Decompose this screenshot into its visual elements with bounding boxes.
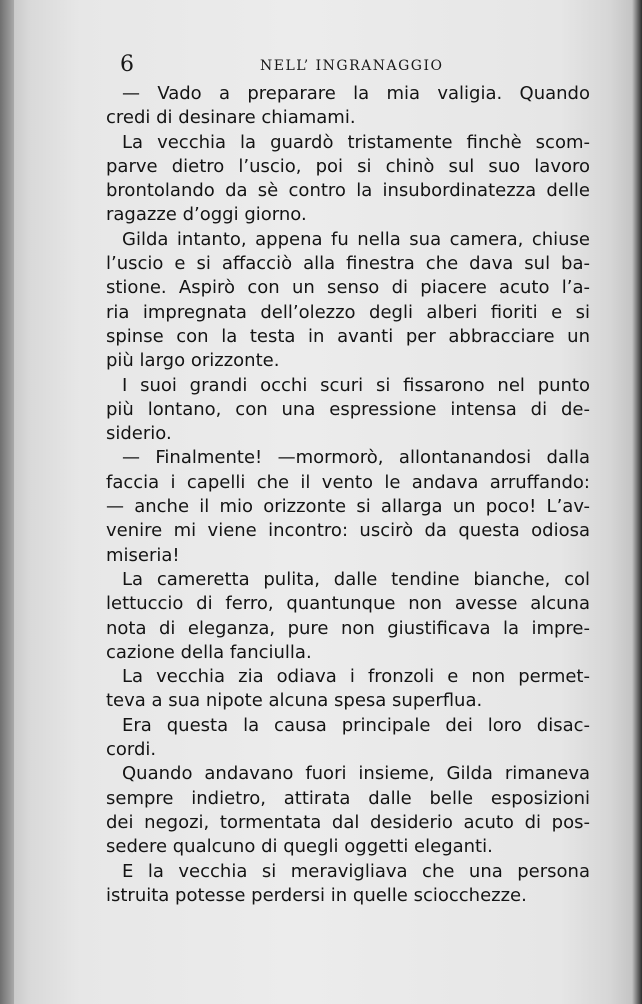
text-line: lettuccio di ferro, quantunque non avesse alcuna	[106, 593, 590, 615]
text-line: parve dietro l’uscio, poi si chinò sul suo lavoro	[106, 155, 590, 177]
text-line: più largo orizzonte.	[106, 350, 280, 372]
running-head: NELL’ INGRANAGGIO	[260, 58, 444, 74]
text-line: La vecchia la guardò tristamente finchè scom-	[122, 131, 590, 153]
text-line: Era questa la causa principale dei loro disac-	[122, 714, 590, 736]
text-line: La cameretta pulita, dalle tendine bianche, col	[122, 568, 590, 590]
text-line: miseria!	[106, 544, 180, 566]
text-line: cordi.	[106, 739, 157, 761]
text-line: sedere qualcuno di quegli oggetti eleganti.	[106, 836, 493, 858]
text-line: — anche il mio orizzonte si allarga un poco! L’av-	[106, 496, 590, 518]
text-line: — Finalmente! —mormorò, allontanandosi dalla	[122, 447, 590, 469]
text-line: Quando andavano fuori insieme, Gilda rimaneva	[122, 763, 590, 785]
text-line: faccia i capelli che il vento le andava arruffando:	[106, 471, 590, 493]
text-line: cazione della fanciulla.	[106, 641, 312, 663]
text-line: stione. Aspirò con un senso di piacere acuto l’a-	[106, 277, 590, 299]
page-number: 6	[120, 52, 134, 77]
text-line: ragazze d’oggi giorno.	[106, 204, 307, 226]
body-text	[106, 82, 590, 908]
text-line: sempre indietro, attirata dalle belle esposizioni	[106, 787, 590, 809]
text-line: ria impregnata dell’olezzo degli alberi fioriti e si	[106, 301, 590, 323]
text-line: Gilda intanto, appena fu nella sua camera, chiuse	[122, 228, 590, 250]
text-line: spinse con la testa in avanti per abbracciare un	[106, 325, 590, 347]
text-line: l’uscio e si affacciò alla finestra che dava sul ba-	[106, 253, 590, 275]
text-line: La vecchia zia odiava i fronzoli e non permet-	[122, 666, 590, 688]
text-line: più lontano, con una espressione intensa di de-	[106, 398, 590, 420]
text-line: teva a sua nipote alcuna spesa superflua.	[106, 690, 483, 712]
text-line: dei negozi, tormentata dal desiderio acuto di pos-	[106, 811, 590, 833]
page-edge-shadow	[632, 0, 642, 1004]
text-line: nota di eleganza, pure non giustificava la impre-	[106, 617, 590, 639]
text-line: venire mi viene incontro: uscirò da questa odiosa	[106, 520, 590, 542]
page-binding-shadow	[0, 0, 14, 1004]
text-line: istruita potesse perdersi in quelle sciocchezze.	[106, 884, 527, 906]
text-line: siderio.	[106, 423, 172, 445]
text-line: — Vado a preparare la mia valigia. Quando	[122, 83, 590, 104]
text-line: E la vecchia si meravigliava che una persona	[122, 860, 590, 882]
text-line: brontolando da sè contro la insubordinatezza delle	[106, 180, 590, 202]
text-line: credi di desinare chiamami.	[106, 107, 356, 129]
page-header	[120, 52, 590, 82]
text-line: I suoi grandi occhi scuri si fissarono nel punto	[122, 374, 590, 396]
